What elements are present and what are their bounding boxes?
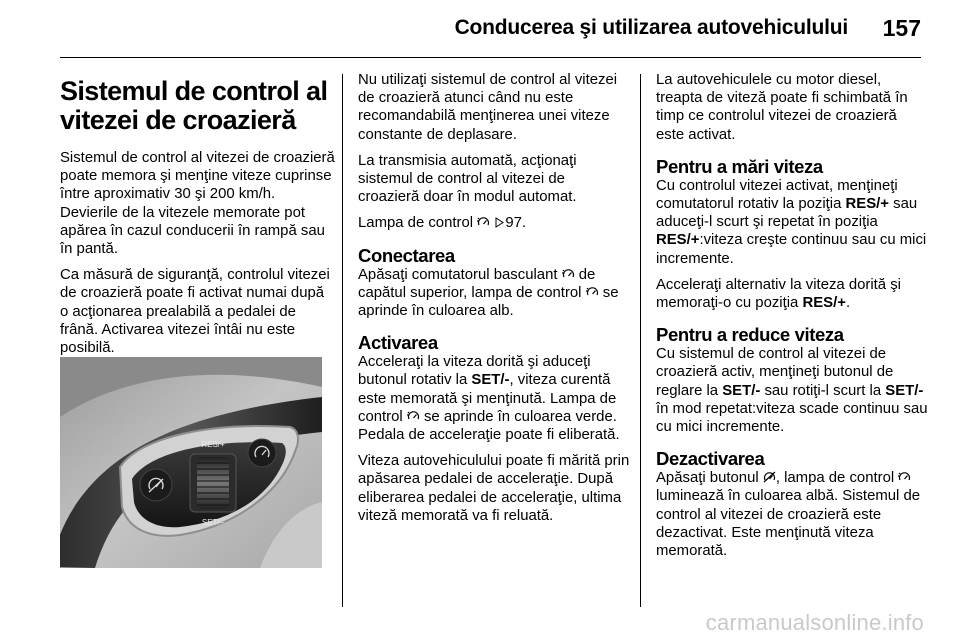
- header-rule: [60, 57, 921, 58]
- paragraph: Cu sistemul de control al vitezei de croazieră activ, menţineţi butonul de reglare la SET/- sau rotiţi-l scurt la SET/- în mod repetat:viteza scade continuu sau cu mici incremente.: [656, 346, 928, 436]
- paragraph: Acceleraţi la viteza dorită şi aduceţi butonul rotativ la SET/-, viteza curentă este memorată şi menţinută. Lampa de control se aprinde în culoarea verde. Pedala de acceleraţie poate fi eliberată.: [358, 354, 620, 444]
- paragraph: Nu utilizaţi sistemul de control al vitezei de croazieră atunci când nu este recomandabilă menţinerea unei viteze constante de deplasare.: [358, 72, 618, 143]
- set-label: SET/–: [201, 518, 225, 527]
- paragraph: La transmisia automată, acţionaţi sistemul de control al vitezei de croazieră doar în modul automat.: [358, 152, 577, 206]
- cruise-control-icon: [562, 268, 575, 280]
- res-label: RES/+: [201, 440, 225, 449]
- column-1: [60, 74, 336, 365]
- cruise-control-icon: [477, 216, 490, 228]
- heading-reduce-viteza: Pentru a reduce viteza: [656, 324, 844, 346]
- steering-wheel-controls-photo: [60, 357, 322, 568]
- page-number: 157: [882, 15, 921, 41]
- paragraph: Acceleraţi alternativ la viteza dorită şi memoraţi-o cu poziţia RES/+.: [656, 276, 901, 312]
- column-2: [358, 74, 630, 533]
- reference-arrow-icon: [495, 217, 504, 228]
- column-divider: [640, 74, 641, 607]
- page-reference: 97.: [505, 215, 527, 232]
- section-title: Sistemul de control al vitezei de croazieră: [60, 76, 328, 135]
- paragraph: Cu controlul vitezei activat, menţineţi comutatorul rotativ la poziţia RES/+ sau aduceţi-l scurt şi repetat în poziţia RES/+:viteza creşte continuu sau cu mici incremente.: [656, 177, 927, 267]
- column-3: [656, 74, 928, 568]
- paragraph: Apăsaţi butonul , lampa de control luminează în culoarea albă. Sistemul de control al vitezei de croazieră este dezactivat. Este menţinută viteza memorată.: [656, 470, 921, 560]
- heading-mari-viteza: Pentru a mări viteza: [656, 155, 823, 177]
- paragraph-lamp-ref: Lampa de control 97.: [358, 215, 527, 232]
- paragraph: Ca măsură de siguranţă, controlul vitezei de croazieră poate fi activat numai după o acţionarea prealabilă a pedalei de frână. Activarea vitezei întâi nu este posibilă.: [60, 267, 330, 357]
- paragraph: Sistemul de control al vitezei de croazieră poate memora şi menţine viteze cuprinse între aproximativ 30 şi 200 km/h. Devierile de la vitezele memorate pot apărea în cazul conducerii în rampă sau în pantă.: [60, 150, 335, 258]
- column-divider: [342, 74, 343, 607]
- paragraph: La autovehiculele cu motor diesel, treapta de viteză poate fi schimbată în timp ce controlul vitezei de croazieră este activat.: [656, 72, 908, 143]
- page-header-title: Conducerea şi utilizarea autovehiculului: [454, 16, 848, 39]
- heading-dezactivarea: Dezactivarea: [656, 448, 765, 470]
- cruise-control-icon: [898, 471, 911, 483]
- heading-activarea: Activarea: [358, 332, 438, 354]
- paragraph: Viteza autovehiculului poate fi mărită prin apăsarea pedalei de acceleraţie. După eliberarea pedalei de acceleraţie, ultima viteză memorată va fi reluată.: [358, 453, 630, 524]
- cruise-control-off-icon: [763, 471, 776, 483]
- cruise-control-icon: [586, 286, 599, 298]
- cruise-control-icon: [407, 410, 420, 422]
- paragraph: Apăsaţi comutatorul basculant de capătul superior, lampa de control se aprinde în culoarea alb.: [358, 266, 619, 320]
- heading-conectarea: Conectarea: [358, 244, 455, 266]
- watermark: carmanualsonline.info: [705, 610, 924, 635]
